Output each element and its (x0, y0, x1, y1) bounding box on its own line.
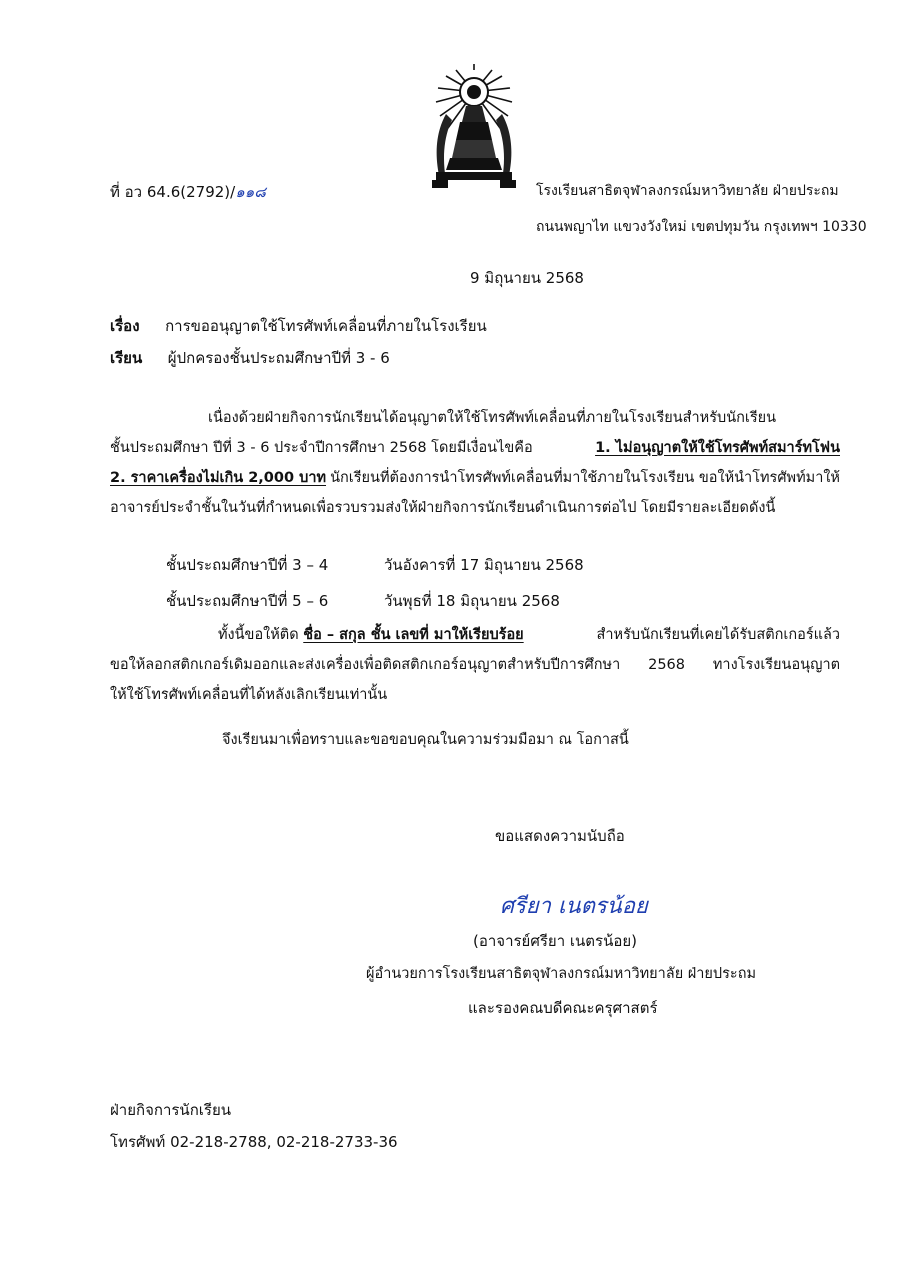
subject-line (110, 314, 487, 338)
p1-line-1: เนื่องด้วยฝ่ายกิจการนักเรียนได้อนุญาตให้ใช้โทรศัพท์เคลื่อนที่ภายในโรงเรียนสำหรับนักเรียน (208, 410, 777, 426)
subject-text: การขออนุญาตใช้โทรศัพท์เคลื่อนที่ภายในโรงเรียน (165, 317, 487, 335)
p2-line-3: ให้ใช้โทรศัพท์เคลื่อนที่ได้หลังเลิกเรียนเท่านั้น (110, 687, 388, 703)
recipient-text: ผู้ปกครองชั้นประถมศึกษาปีที่ 3 - 6 (167, 349, 390, 367)
subject-label: เรื่อง (110, 317, 140, 335)
sender-org: โรงเรียนสาธิตจุฬาลงกรณ์มหาวิทยาลัย ฝ่ายประถม (536, 183, 839, 199)
sender-address: ถนนพญาไท แขวงวังใหม่ เขตปทุมวัน กรุงเทพฯ 10330 (536, 219, 867, 235)
p2-line-1: ทั้งนี้ขอให้ติด ชื่อ – สกุล ชั้น เลขที่ มาให้เรียบร้อย สำหรับนักเรียนที่เคยได้รับสติกเกอร์แล้ว (218, 627, 840, 643)
footer-department: ฝ่ายกิจการนักเรียน (110, 1101, 231, 1119)
paragraph-1 (110, 403, 840, 523)
condition-1: 1. ไม่อนุญาตให้ใช้โทรศัพท์สมาร์ทโฟน (595, 440, 840, 456)
schedule-grade-1: ชั้นประถมศึกษาปีที่ 3 – 4 (166, 556, 329, 574)
condition-2: 2. ราคาเครื่องไม่เกิน 2,000 บาท (110, 470, 327, 486)
p1-line-3: 2. ราคาเครื่องไม่เกิน 2,000 บาท นักเรียนที่ต้องการนำโทรศัพท์เคลื่อนที่มาใช้ภายในโรงเรียน ขอให้นำโทรศัพท์มาให้ (110, 463, 840, 493)
handwritten-signature: ศรียา เนตรน้อย (500, 894, 648, 919)
schedule-day-1: วันอังคารที่ 17 มิถุนายน 2568 (384, 556, 584, 574)
signer-position-1: ผู้อำนวยการโรงเรียนสาธิตจุฬาลงกรณ์มหาวิทยาลัย ฝ่ายประถม (366, 966, 757, 982)
recipient-label: เรียน (110, 349, 143, 367)
p1-line-2: ชั้นประถมศึกษา ปีที่ 3 - 6 ประจำปีการศึกษา 2568 โดยมีเงื่อนไขคือ 1. ไม่อนุญาตให้ใช้โทรศัพท์สมาร์ทโฟน (110, 433, 840, 463)
closing-request: จึงเรียนมาเพื่อทราบและขอขอบคุณในความร่วมมือมา ณ โอกาสนี้ (222, 732, 629, 748)
p2-line-2: ขอให้ลอกสติกเกอร์เดิมออกและส่งเครื่องเพื่อติดสติกเกอร์อนุญาตสำหรับปีการศึกษา 2568 ทางโรงเรียนอนุญาต (110, 657, 840, 673)
schedule-grade-2: ชั้นประถมศึกษาปีที่ 5 – 6 (166, 592, 329, 610)
signer-name: (อาจารย์ศรียา เนตรน้อย) (473, 932, 637, 950)
signer-position-2: และรองคณบดีคณะครุศาสตร์ (468, 999, 658, 1017)
p1-line-4: อาจารย์ประจำชั้นในวันที่กำหนดเพื่อรวบรวมส่งให้ฝ่ายกิจการนักเรียนดำเนินการต่อไป โดยมีรายละเอียดดังนี้ (110, 500, 776, 516)
schedule-day-2: วันพุธที่ 18 มิถุนายน 2568 (384, 592, 560, 610)
school-emblem-icon (426, 62, 522, 194)
paragraph-2 (110, 620, 840, 710)
closing-phrase: ขอแสดงความนับถือ (495, 827, 625, 845)
letter-date: 9 มิถุนายน 2568 (470, 269, 584, 287)
label-requirement: ชื่อ – สกุล ชั้น เลขที่ มาให้เรียบร้อย (303, 627, 524, 643)
reference-number: ที่ อว 64.6(2792)/๑๑๘ (110, 183, 266, 201)
handwritten-ref-number: ๑๑๘ (235, 183, 266, 201)
footer-phone: โทรศัพท์ 02-218-2788, 02-218-2733-36 (110, 1133, 398, 1151)
recipient-line (110, 346, 390, 370)
